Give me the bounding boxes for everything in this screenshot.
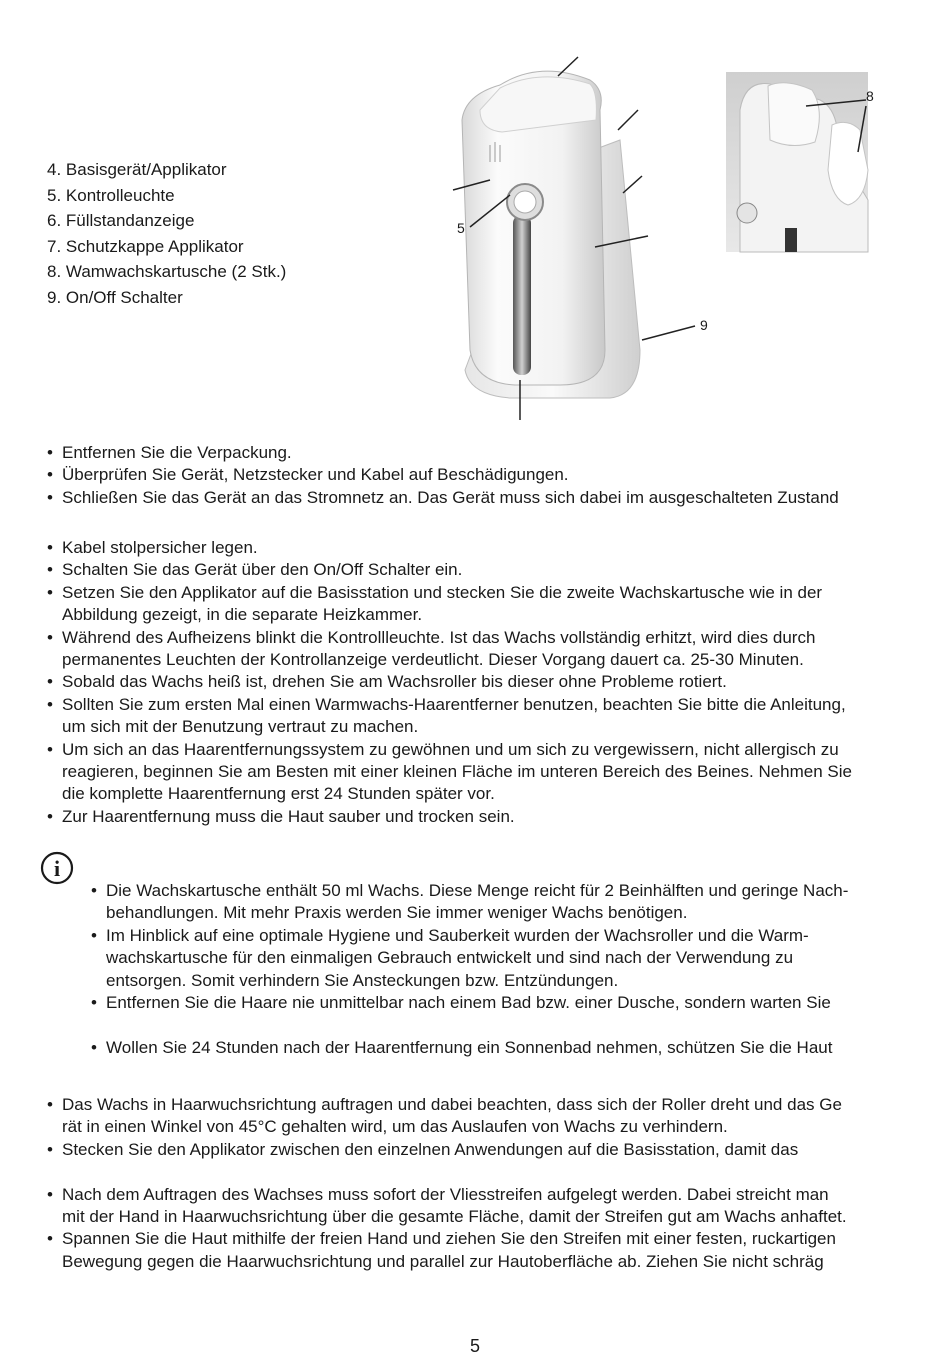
callout-5: 5 (457, 220, 465, 236)
list-item: • Stecken Sie den Applikator zwischen den einzelnen Anwendungen auf die Basisstation, damit das (47, 1139, 847, 1161)
parts-list-item: 7. Schutzkappe Applikator (47, 236, 244, 256)
info-icon-glyph: i (53, 856, 61, 881)
list-item: • Das Wachs in Haarwuchsrichtung auftragen und dabei beachten, dass sich der Roller dreht und das Ge (47, 1094, 847, 1116)
info-notes (91, 880, 848, 1059)
list-item: • Um sich an das Haarentfernungssystem zu gewöhnen und um sich zu vergewissern, nicht allergisch zu (47, 739, 852, 761)
list-item: • Spannen Sie die Haut mithilfe der freien Hand und ziehen Sie den Streifen mit einer festen, ruckartigen (47, 1228, 847, 1250)
list-item-continued: Bewegung gegen die Haarwuchsrichtung und parallel zur Hautoberfläche ab. Ziehen Sie nicht schräg (62, 1251, 824, 1271)
info-icon (40, 851, 74, 885)
note-item-continued: behandlungen. Mit mehr Praxis werden Sie immer weniger Wachs benötigen. (106, 903, 688, 923)
parts-list-item: 6. Füllstandanzeige (47, 211, 195, 231)
list-item: • Kabel stolpersicher legen. (47, 537, 852, 559)
list-item: • Setzen Sie den Applikator auf die Basisstation und stecken Sie die zweite Wachskartusche wie in der (47, 582, 852, 604)
note-item-continued: entsorgen. Somit verhindern Sie Ansteckungen bzw. Entzündungen. (106, 970, 619, 990)
list-item: • Entfernen Sie die Verpackung. (47, 442, 839, 464)
callout-8: 8 (866, 88, 874, 104)
product-figure (440, 50, 930, 425)
note-item: • Entfernen Sie die Haare nie unmittelbar nach einem Bad bzw. einer Dusche, sondern warten Sie (91, 992, 848, 1014)
list-item: • Während des Aufheizens blinkt die Kontrollleuchte. Ist das Wachs vollständig erhitzt, wird dies durch (47, 627, 852, 649)
parts-list-item: 8. Wamwachskartusche (2 Stk.) (47, 262, 287, 282)
list-item-continued: rät in einen Winkel von 45°C gehalten wird, um das Auslaufen von Wachs zu verhindern. (62, 1117, 728, 1137)
list-item-continued: mit der Hand in Haarwuchsrichtung über die gesamte Fläche, damit der Streifen gut am Wachs anhaftet. (62, 1207, 847, 1227)
list-item-continued: permanentes Leuchten der Kontrollanzeige verdeutlicht. Dieser Vorgang dauert ca. 25-30 Minuten. (62, 650, 804, 670)
list-item: • Nach dem Auftragen des Wachses muss sofort der Vliesstreifen aufgelegt werden. Dabei streicht man (47, 1184, 847, 1206)
parts-list-item: 9. On/Off Schalter (47, 287, 183, 307)
usage-instructions (47, 537, 852, 828)
list-item-continued: reagieren, beginnen Sie am Besten mit einer kleinen Fläche im unteren Bereich des Beines. Nehmen Sie (62, 762, 853, 782)
list-item-continued: um sich mit der Benutzung vertraut zu machen. (62, 717, 419, 737)
page-number: 5 (469, 1336, 480, 1356)
list-item: • Überprüfen Sie Gerät, Netzstecker und Kabel auf Beschädigungen. (47, 464, 839, 486)
list-item: • Zur Haarentfernung muss die Haut sauber und trocken sein. (47, 806, 852, 828)
list-item: • Sobald das Wachs heiß ist, drehen Sie am Wachsroller bis dieser ohne Probleme rotiert. (47, 671, 852, 693)
note-item: • Die Wachskartusche enthält 50 ml Wachs. Diese Menge reicht für 2 Beinhälften und geringe Nach- (91, 880, 848, 902)
parts-list-item: 5. Kontrolleuchte (47, 185, 175, 205)
list-item-continued: die komplette Haarentfernung erst 24 Stunden später vor. (62, 784, 495, 804)
note-item-continued: wachskartusche für den einmaligen Gebrauch entwickelt und sind nach der Verwendung zu (106, 948, 794, 968)
callout-9: 9 (700, 317, 708, 333)
list-item: • Schalten Sie das Gerät über den On/Off Schalter ein. (47, 559, 852, 581)
parts-list (47, 157, 286, 311)
parts-list-item: 4. Basisgerät/Applikator (47, 160, 227, 179)
list-item: • Schließen Sie das Gerät an das Stromnetz an. Das Gerät muss sich dabei im ausgeschalteten Zustand (47, 487, 839, 509)
wax-heater-illustration (440, 50, 930, 425)
note-item: • Im Hinblick auf eine optimale Hygiene und Sauberkeit wurden der Wachsroller und die Warm- (91, 925, 848, 947)
list-item: • Sollten Sie zum ersten Mal einen Warmwachs-Haarentferner benutzen, beachten Sie bitte die Anleitung, (47, 694, 852, 716)
note-item: • Wollen Sie 24 Stunden nach der Haarentfernung ein Sonnenbad nehmen, schützen Sie die Haut (91, 1037, 848, 1059)
application-instructions (47, 1094, 847, 1273)
list-item-continued: Abbildung gezeigt, in die separate Heizkammer. (62, 605, 423, 625)
setup-instructions (47, 442, 839, 509)
